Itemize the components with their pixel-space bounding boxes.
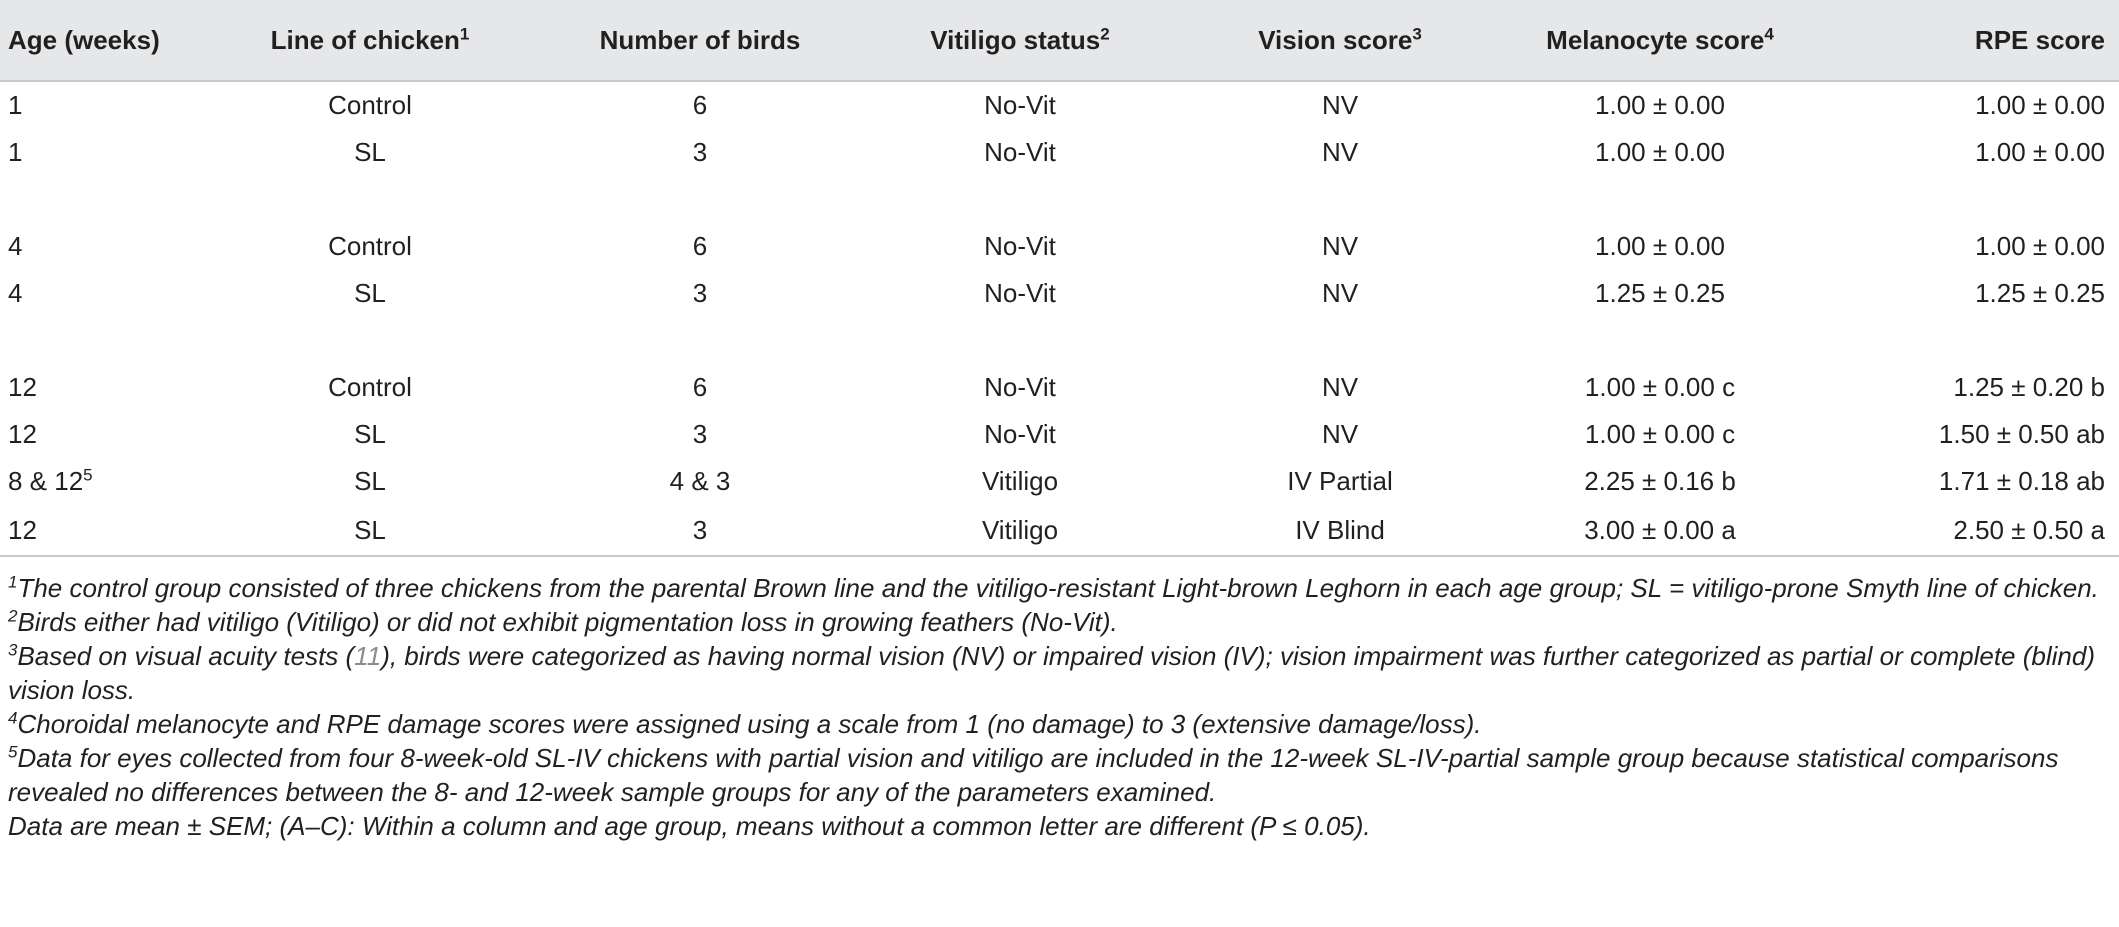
cell-status: No-Vit — [984, 372, 1056, 402]
spacer-cell — [0, 176, 2119, 223]
header-vision-score: Vision score$^3$ — [1180, 0, 1500, 81]
table-row — [0, 270, 2119, 317]
cell-vision: NV — [1321, 231, 1359, 261]
cell-rpe: 1.00 ± 0.00 — [1975, 231, 2105, 261]
table-row — [0, 81, 2119, 129]
table-row — [0, 458, 2119, 505]
table-row — [0, 223, 2119, 270]
footnote-summary: Data are mean ± SEM; (A–C): Within a column and age group, means without a common letter are different (P ≤ 0.05). — [8, 811, 1371, 841]
spacer-cell — [0, 317, 2119, 364]
cell-age: 12 — [8, 372, 37, 402]
footnote-5: $^5$Data for eyes collected from four 8-week-old SL-IV chickens with partial vision and vitiligo are included in the 12-week SL-IV-partial sample group because statistical comparisons revealed no differences between the 8- and 12-week sample groups for any of the parameters examined. — [8, 742, 2059, 807]
table-header-row — [0, 0, 2119, 81]
table-row — [0, 129, 2119, 176]
cell-line: SL — [354, 466, 386, 496]
footnote-3: $^3$Based on visual acuity tests (11), birds were categorized as having normal vision (NV) or impaired vision (IV); vision impairment was further categorized as partial or complete (blind) vision loss. — [8, 640, 2095, 705]
row-spacer — [0, 317, 2119, 364]
cell-birds: 3 — [692, 419, 708, 449]
reference-link[interactable]: 11 — [354, 641, 382, 671]
cell-line: SL — [354, 419, 386, 449]
cell-status: Vitiligo — [860, 505, 1180, 556]
cell-melanocyte: 2.25 ± 0.16 b — [1584, 466, 1736, 496]
cell-status: No-Vit — [984, 278, 1056, 308]
cell-line: Control — [328, 90, 412, 120]
cell-age: 1 — [8, 137, 23, 167]
footnote-2: $^2$Birds either had vitiligo (Vitiligo) or did not exhibit pigmentation loss in growing feathers (No-Vit). — [8, 606, 1118, 637]
cell-status: No-Vit — [984, 137, 1056, 167]
cell-vision: IV Partial — [1287, 466, 1393, 496]
table-row — [0, 364, 2119, 411]
cell-birds: 3 — [692, 278, 708, 308]
cell-rpe: 1.25 ± 0.20 b — [1953, 372, 2105, 402]
cell-line: Control — [328, 231, 412, 261]
cell-vision: NV — [1321, 90, 1359, 120]
cell-line: SL — [354, 137, 386, 167]
cell-vision: NV — [1321, 278, 1359, 308]
cell-age: 12 — [8, 419, 37, 449]
cell-line: SL — [200, 505, 540, 556]
cell-rpe: 1.50 ± 0.50 ab — [1938, 419, 2105, 449]
cell-melanocyte: 1.00 ± 0.00 — [1595, 90, 1725, 120]
cell-melanocyte: 1.00 ± 0.00 c — [1584, 372, 1736, 402]
cell-age: 12 — [0, 505, 200, 556]
cell-vision: NV — [1321, 372, 1359, 402]
cell-line: Control — [328, 372, 412, 402]
cell-rpe: 1.71 ± 0.18 ab — [1938, 466, 2105, 496]
header-line: Line of chicken$^1$ — [200, 0, 540, 81]
cell-status: No-Vit — [984, 231, 1056, 261]
cell-vision: NV — [1321, 137, 1359, 167]
cell-rpe: 1.25 ± 0.25 — [1975, 278, 2105, 308]
cell-age: 8 & $12^5$ — [8, 465, 93, 496]
cell-birds: 6 — [692, 231, 708, 261]
footnote-4: $^4$Choroidal melanocyte and RPE damage scores were assigned using a scale from 1 (no damage) to 3 (extensive damage/loss). — [8, 708, 1482, 739]
header-melanocyte-score: Melanocyte score$^4$ — [1500, 0, 1820, 81]
cell-melanocyte: 1.00 ± 0.00 — [1595, 137, 1725, 167]
cell-rpe: 1.00 ± 0.00 — [1975, 90, 2105, 120]
cell-birds: 3 — [692, 137, 708, 167]
row-spacer — [0, 176, 2119, 223]
cell-birds: 4 & 3 — [669, 466, 731, 496]
header-birds: Number of birds — [540, 0, 860, 81]
cell-melanocyte: 1.00 ± 0.00 — [1595, 231, 1725, 261]
cell-line: SL — [354, 278, 386, 308]
cell-birds: 6 — [692, 90, 708, 120]
table-row — [0, 505, 2119, 556]
header-vitiligo-status: Vitiligo status$^2$ — [860, 0, 1180, 81]
footnote-1: $^1$The control group consisted of three chickens from the parental Brown line and the vitiligo-resistant Light-brown Leghorn in each age group; SL = vitiligo-prone Smyth line of chicken. — [8, 572, 2099, 603]
table-footnotes — [0, 557, 2119, 843]
cell-age: 4 — [8, 231, 23, 261]
cell-birds: 3 — [540, 505, 860, 556]
cell-birds: 6 — [692, 372, 708, 402]
cell-status: No-Vit — [984, 419, 1056, 449]
cell-age: 4 — [8, 278, 23, 308]
cell-melanocyte: 1.25 ± 0.25 — [1595, 278, 1725, 308]
cell-rpe: 1.00 ± 0.00 — [1975, 137, 2105, 167]
table-row — [0, 411, 2119, 458]
cell-status: Vitiligo — [981, 466, 1059, 496]
cell-age: 1 — [8, 90, 23, 120]
cell-melanocyte: 3.00 ± 0.00 a — [1500, 505, 1820, 556]
header-rpe-score: RPE score — [1820, 0, 2119, 81]
cell-vision: IV Blind — [1180, 505, 1500, 556]
cell-rpe: 2.50 ± 0.50 a — [1820, 505, 2119, 556]
cell-vision: NV — [1321, 419, 1359, 449]
header-age: Age (weeks) — [0, 0, 200, 81]
cell-status: No-Vit — [984, 90, 1056, 120]
cell-melanocyte: 1.00 ± 0.00 c — [1584, 419, 1736, 449]
